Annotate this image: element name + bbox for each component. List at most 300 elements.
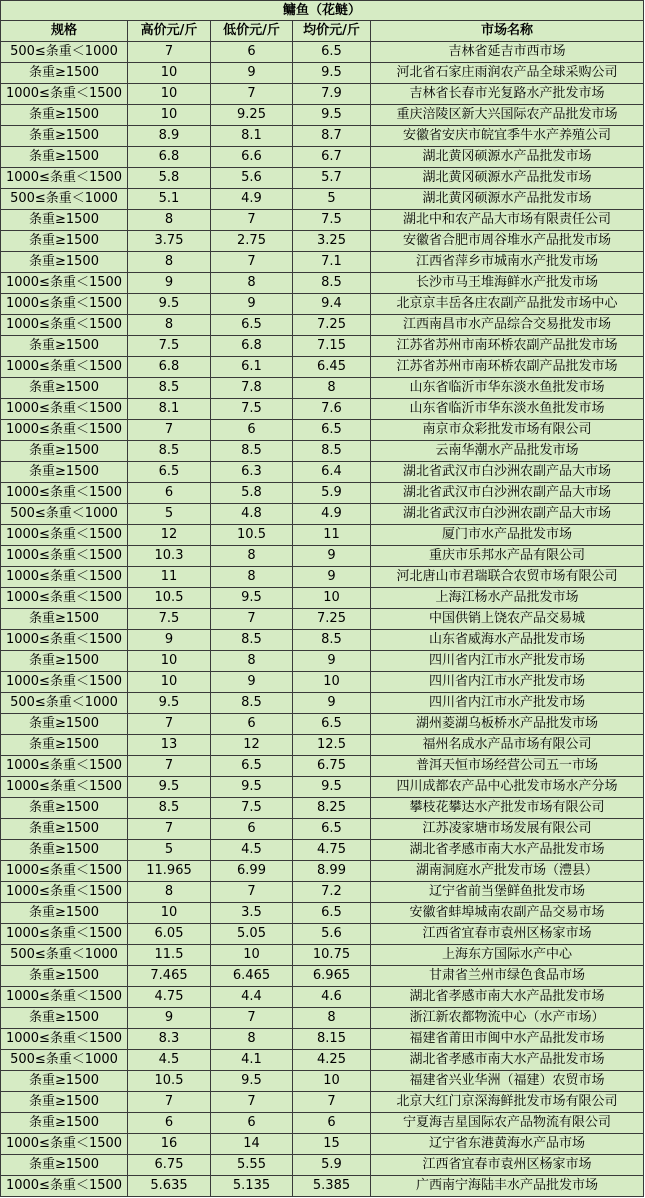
cell-high-price: 6.75: [128, 1155, 211, 1176]
table-header-row: [1, 21, 644, 42]
table-row: [1, 252, 644, 273]
cell-high-price: 3.75: [128, 231, 211, 252]
table-row: [1, 609, 644, 630]
cell-spec: 条重≥1500: [1, 105, 128, 126]
cell-market: 湖北省武汉市白沙洲农副产品大市场: [371, 483, 644, 504]
cell-high-price: 10: [128, 84, 211, 105]
cell-spec: 条重≥1500: [1, 1113, 128, 1134]
table-row: [1, 399, 644, 420]
table-row: [1, 672, 644, 693]
cell-market: 江苏凌家塘市场发展有限公司: [371, 819, 644, 840]
cell-spec: 1000≤条重＜1500: [1, 672, 128, 693]
cell-avg-price: 9: [293, 651, 371, 672]
cell-market: 湖州菱湖乌板桥水产品批发市场: [371, 714, 644, 735]
cell-avg-price: 6.965: [293, 966, 371, 987]
cell-high-price: 13: [128, 735, 211, 756]
cell-high-price: 7: [128, 420, 211, 441]
cell-avg-price: 5.9: [293, 483, 371, 504]
cell-spec: 条重≥1500: [1, 819, 128, 840]
table-row: [1, 294, 644, 315]
cell-spec: 1000≤条重＜1500: [1, 399, 128, 420]
cell-avg-price: 10.75: [293, 945, 371, 966]
header-spec: 规格: [1, 21, 128, 42]
cell-avg-price: 5.7: [293, 168, 371, 189]
cell-market: 山东省临沂市华东淡水鱼批发市场: [371, 378, 644, 399]
cell-low-price: 6.6: [211, 147, 293, 168]
table-row: [1, 1155, 644, 1176]
cell-avg-price: 7.9: [293, 84, 371, 105]
cell-high-price: 10.5: [128, 1071, 211, 1092]
cell-market: 广西南宁海陆丰水产品批发市场: [371, 1176, 644, 1197]
cell-low-price: 7: [211, 1092, 293, 1113]
cell-spec: 500≤条重＜1000: [1, 693, 128, 714]
cell-low-price: 9: [211, 63, 293, 84]
cell-spec: 条重≥1500: [1, 651, 128, 672]
table-row: [1, 357, 644, 378]
table-row: [1, 798, 644, 819]
cell-avg-price: 8.5: [293, 441, 371, 462]
cell-low-price: 7: [211, 1008, 293, 1029]
cell-high-price: 8.5: [128, 378, 211, 399]
cell-spec: 1000≤条重＜1500: [1, 756, 128, 777]
cell-high-price: 6.8: [128, 357, 211, 378]
cell-market: 吉林省延吉市西市场: [371, 42, 644, 63]
cell-avg-price: 5.6: [293, 924, 371, 945]
cell-avg-price: 15: [293, 1134, 371, 1155]
table-row: [1, 420, 644, 441]
cell-low-price: 8.5: [211, 441, 293, 462]
cell-high-price: 16: [128, 1134, 211, 1155]
table-row: [1, 903, 644, 924]
cell-high-price: 5: [128, 840, 211, 861]
table-row: [1, 273, 644, 294]
cell-spec: 1000≤条重＜1500: [1, 630, 128, 651]
table-row: [1, 1134, 644, 1155]
cell-high-price: 6.5: [128, 462, 211, 483]
cell-low-price: 7.5: [211, 798, 293, 819]
cell-low-price: 6: [211, 420, 293, 441]
table-row: [1, 84, 644, 105]
cell-avg-price: 6.7: [293, 147, 371, 168]
cell-market: 湖北省孝感市南大水产品批发市场: [371, 987, 644, 1008]
cell-avg-price: 9: [293, 693, 371, 714]
cell-low-price: 9: [211, 672, 293, 693]
cell-market: 河北唐山市君瑞联合农贸市场有限公司: [371, 567, 644, 588]
cell-low-price: 7: [211, 252, 293, 273]
cell-spec: 条重≥1500: [1, 966, 128, 987]
cell-high-price: 4.75: [128, 987, 211, 1008]
table-title: 鳙鱼（花鲢）: [1, 1, 644, 21]
table-row: [1, 714, 644, 735]
cell-market: 江苏省苏州市南环桥农副产品批发市场: [371, 357, 644, 378]
table-row: [1, 42, 644, 63]
cell-avg-price: 8.5: [293, 630, 371, 651]
cell-high-price: 5.635: [128, 1176, 211, 1197]
table-row: [1, 525, 644, 546]
cell-market: 厦门市水产品批发市场: [371, 525, 644, 546]
cell-high-price: 8: [128, 252, 211, 273]
cell-market: 重庆涪陵区新大兴国际农产品批发市场: [371, 105, 644, 126]
table-row: [1, 840, 644, 861]
cell-high-price: 5.1: [128, 189, 211, 210]
cell-high-price: 8.9: [128, 126, 211, 147]
cell-avg-price: 9.5: [293, 777, 371, 798]
cell-market: 河北省石家庄雨润农产品全球采购公司: [371, 63, 644, 84]
cell-market: 浙江新农都物流中心（水产市场）: [371, 1008, 644, 1029]
cell-market: 四川省内江市水产批发市场: [371, 693, 644, 714]
cell-high-price: 7.465: [128, 966, 211, 987]
cell-market: 山东省临沂市华东淡水鱼批发市场: [371, 399, 644, 420]
table-body: [1, 42, 644, 1197]
cell-spec: 1000≤条重＜1500: [1, 546, 128, 567]
cell-market: 吉林省长春市光复路水产批发市场: [371, 84, 644, 105]
cell-spec: 条重≥1500: [1, 714, 128, 735]
cell-spec: 条重≥1500: [1, 378, 128, 399]
table-row: [1, 210, 644, 231]
cell-low-price: 8.1: [211, 126, 293, 147]
cell-spec: 1000≤条重＜1500: [1, 882, 128, 903]
cell-spec: 1000≤条重＜1500: [1, 168, 128, 189]
cell-high-price: 7.5: [128, 609, 211, 630]
cell-market: 湖北黄冈硕源水产品批发市场: [371, 147, 644, 168]
cell-low-price: 6: [211, 819, 293, 840]
cell-spec: 条重≥1500: [1, 210, 128, 231]
cell-market: 安徽省蚌埠城南农副产品交易市场: [371, 903, 644, 924]
cell-market: 辽宁省前当堡鲜鱼批发市场: [371, 882, 644, 903]
cell-spec: 条重≥1500: [1, 609, 128, 630]
cell-spec: 1000≤条重＜1500: [1, 861, 128, 882]
cell-high-price: 9: [128, 630, 211, 651]
table-row: [1, 147, 644, 168]
cell-avg-price: 6.5: [293, 903, 371, 924]
cell-spec: 1000≤条重＜1500: [1, 777, 128, 798]
cell-spec: 1000≤条重＜1500: [1, 294, 128, 315]
cell-spec: 条重≥1500: [1, 252, 128, 273]
table-row: [1, 924, 644, 945]
cell-high-price: 5: [128, 504, 211, 525]
cell-spec: 条重≥1500: [1, 1155, 128, 1176]
table-row: [1, 567, 644, 588]
cell-low-price: 6.3: [211, 462, 293, 483]
cell-high-price: 9.5: [128, 777, 211, 798]
cell-avg-price: 7.5: [293, 210, 371, 231]
table-row: [1, 189, 644, 210]
cell-avg-price: 10: [293, 588, 371, 609]
cell-spec: 1000≤条重＜1500: [1, 84, 128, 105]
cell-spec: 500≤条重＜1000: [1, 42, 128, 63]
cell-market: 中国供销上饶农产品交易城: [371, 609, 644, 630]
cell-low-price: 4.4: [211, 987, 293, 1008]
header-high-price: 高价元/斤: [128, 21, 211, 42]
cell-avg-price: 8.7: [293, 126, 371, 147]
cell-high-price: 10: [128, 903, 211, 924]
cell-market: 甘肃省兰州市绿色食品市场: [371, 966, 644, 987]
cell-market: 福州名成水产品市场有限公司: [371, 735, 644, 756]
cell-avg-price: 6.5: [293, 714, 371, 735]
header-market: 市场名称: [371, 21, 644, 42]
cell-market: 辽宁省东港黄海水产品市场: [371, 1134, 644, 1155]
cell-spec: 条重≥1500: [1, 735, 128, 756]
cell-low-price: 6: [211, 714, 293, 735]
cell-low-price: 5.55: [211, 1155, 293, 1176]
cell-avg-price: 4.9: [293, 504, 371, 525]
cell-high-price: 9: [128, 1008, 211, 1029]
table-row: [1, 945, 644, 966]
table-row: [1, 966, 644, 987]
cell-high-price: 7: [128, 756, 211, 777]
table-row: [1, 441, 644, 462]
cell-avg-price: 7.25: [293, 315, 371, 336]
cell-avg-price: 8: [293, 378, 371, 399]
cell-avg-price: 7.1: [293, 252, 371, 273]
cell-low-price: 4.8: [211, 504, 293, 525]
cell-avg-price: 10: [293, 672, 371, 693]
table-row: [1, 630, 644, 651]
table-row: [1, 819, 644, 840]
cell-avg-price: 7.15: [293, 336, 371, 357]
cell-low-price: 9.5: [211, 588, 293, 609]
cell-avg-price: 7.25: [293, 609, 371, 630]
table-row: [1, 126, 644, 147]
cell-avg-price: 6.5: [293, 819, 371, 840]
cell-avg-price: 8.15: [293, 1029, 371, 1050]
cell-high-price: 10.5: [128, 588, 211, 609]
cell-spec: 500≤条重＜1000: [1, 504, 128, 525]
cell-avg-price: 8.25: [293, 798, 371, 819]
cell-high-price: 11.5: [128, 945, 211, 966]
cell-high-price: 10: [128, 105, 211, 126]
cell-avg-price: 5.9: [293, 1155, 371, 1176]
cell-spec: 500≤条重＜1000: [1, 945, 128, 966]
cell-market: 江苏省苏州市南环桥农副产品批发市场: [371, 336, 644, 357]
cell-high-price: 5.8: [128, 168, 211, 189]
cell-low-price: 10.5: [211, 525, 293, 546]
cell-spec: 1000≤条重＜1500: [1, 987, 128, 1008]
cell-low-price: 7.5: [211, 399, 293, 420]
cell-market: 普洱天恒市场经营公司五一市场: [371, 756, 644, 777]
cell-avg-price: 6.5: [293, 42, 371, 63]
cell-avg-price: 9: [293, 546, 371, 567]
cell-spec: 条重≥1500: [1, 1071, 128, 1092]
cell-low-price: 6.99: [211, 861, 293, 882]
table-row: [1, 693, 644, 714]
cell-low-price: 7: [211, 882, 293, 903]
cell-avg-price: 6.75: [293, 756, 371, 777]
cell-low-price: 8: [211, 546, 293, 567]
cell-spec: 1000≤条重＜1500: [1, 420, 128, 441]
cell-high-price: 8: [128, 315, 211, 336]
cell-low-price: 6.8: [211, 336, 293, 357]
cell-high-price: 8.1: [128, 399, 211, 420]
cell-market: 江西南昌市水产品综合交易批发市场: [371, 315, 644, 336]
cell-low-price: 8: [211, 1029, 293, 1050]
cell-low-price: 6.5: [211, 756, 293, 777]
cell-market: 江西省宜春市袁州区杨家市场: [371, 1155, 644, 1176]
cell-low-price: 3.5: [211, 903, 293, 924]
cell-high-price: 7: [128, 1092, 211, 1113]
table-row: [1, 1050, 644, 1071]
cell-market: 湖南洞庭水产批发市场（澧县）: [371, 861, 644, 882]
table-row: [1, 378, 644, 399]
cell-high-price: 4.5: [128, 1050, 211, 1071]
cell-high-price: 9.5: [128, 693, 211, 714]
cell-spec: 1000≤条重＜1500: [1, 1176, 128, 1197]
cell-low-price: 9.25: [211, 105, 293, 126]
cell-market: 湖北省孝感市南大水产品批发市场: [371, 1050, 644, 1071]
cell-avg-price: 9.4: [293, 294, 371, 315]
cell-low-price: 4.5: [211, 840, 293, 861]
cell-spec: 条重≥1500: [1, 147, 128, 168]
cell-market: 上海东方国际水产中心: [371, 945, 644, 966]
cell-low-price: 5.135: [211, 1176, 293, 1197]
cell-high-price: 6.8: [128, 147, 211, 168]
cell-high-price: 8.5: [128, 798, 211, 819]
cell-low-price: 5.8: [211, 483, 293, 504]
cell-spec: 条重≥1500: [1, 903, 128, 924]
cell-spec: 500≤条重＜1000: [1, 189, 128, 210]
cell-avg-price: 4.75: [293, 840, 371, 861]
table-row: [1, 1029, 644, 1050]
cell-avg-price: 12.5: [293, 735, 371, 756]
table-row: [1, 651, 644, 672]
cell-market: 北京大红门京深海鲜批发市场有限公司: [371, 1092, 644, 1113]
header-avg-price: 均价元/斤: [293, 21, 371, 42]
cell-spec: 条重≥1500: [1, 1008, 128, 1029]
cell-spec: 条重≥1500: [1, 441, 128, 462]
cell-spec: 条重≥1500: [1, 336, 128, 357]
cell-spec: 1000≤条重＜1500: [1, 315, 128, 336]
cell-market: 云南华潮水产品批发市场: [371, 441, 644, 462]
cell-spec: 条重≥1500: [1, 1092, 128, 1113]
table-row: [1, 63, 644, 84]
table-row: [1, 1176, 644, 1197]
cell-low-price: 6: [211, 1113, 293, 1134]
cell-low-price: 7: [211, 609, 293, 630]
cell-high-price: 6: [128, 483, 211, 504]
table-row: [1, 483, 644, 504]
table-row: [1, 1113, 644, 1134]
cell-low-price: 8.5: [211, 693, 293, 714]
table-title-row: [1, 1, 644, 21]
cell-spec: 1000≤条重＜1500: [1, 357, 128, 378]
table-row: [1, 735, 644, 756]
cell-high-price: 9.5: [128, 294, 211, 315]
cell-market: 四川省内江市水产批发市场: [371, 672, 644, 693]
cell-market: 上海江杨水产品批发市场: [371, 588, 644, 609]
cell-market: 湖北省孝感市南大水产品批发市场: [371, 840, 644, 861]
cell-avg-price: 9.5: [293, 105, 371, 126]
cell-avg-price: 10: [293, 1071, 371, 1092]
cell-low-price: 14: [211, 1134, 293, 1155]
table-row: [1, 588, 644, 609]
cell-avg-price: 6: [293, 1113, 371, 1134]
cell-market: 重庆市乐邦水产品有限公司: [371, 546, 644, 567]
cell-spec: 条重≥1500: [1, 798, 128, 819]
cell-market: 湖北中和农产品大市场有限责任公司: [371, 210, 644, 231]
cell-low-price: 10: [211, 945, 293, 966]
cell-avg-price: 6.45: [293, 357, 371, 378]
table-row: [1, 231, 644, 252]
cell-high-price: 7.5: [128, 336, 211, 357]
cell-low-price: 2.75: [211, 231, 293, 252]
cell-low-price: 9.5: [211, 777, 293, 798]
cell-market: 湖北省武汉市白沙洲农副产品大市场: [371, 504, 644, 525]
cell-avg-price: 9.5: [293, 63, 371, 84]
cell-avg-price: 9: [293, 567, 371, 588]
cell-avg-price: 7.2: [293, 882, 371, 903]
cell-market: 南京市众彩批发市场有限公司: [371, 420, 644, 441]
cell-avg-price: 5.385: [293, 1176, 371, 1197]
table-row: [1, 315, 644, 336]
cell-spec: 1000≤条重＜1500: [1, 1029, 128, 1050]
cell-spec: 条重≥1500: [1, 63, 128, 84]
table-row: [1, 168, 644, 189]
cell-low-price: 6.5: [211, 315, 293, 336]
cell-high-price: 7: [128, 42, 211, 63]
cell-high-price: 8: [128, 210, 211, 231]
table-row: [1, 1092, 644, 1113]
table-row: [1, 987, 644, 1008]
cell-low-price: 8: [211, 567, 293, 588]
table-row: [1, 1008, 644, 1029]
table-row: [1, 105, 644, 126]
cell-high-price: 11: [128, 567, 211, 588]
cell-low-price: 7: [211, 84, 293, 105]
table-row: [1, 504, 644, 525]
cell-avg-price: 4.6: [293, 987, 371, 1008]
cell-high-price: 6.05: [128, 924, 211, 945]
cell-market: 湖北黄冈硕源水产品批发市场: [371, 189, 644, 210]
cell-spec: 1000≤条重＜1500: [1, 588, 128, 609]
cell-spec: 1000≤条重＜1500: [1, 1134, 128, 1155]
cell-spec: 1000≤条重＜1500: [1, 567, 128, 588]
cell-market: 四川成都农产品中心批发市场水产分场: [371, 777, 644, 798]
cell-market: 宁夏海吉星国际农产品物流有限公司: [371, 1113, 644, 1134]
cell-high-price: 8.5: [128, 441, 211, 462]
cell-avg-price: 5: [293, 189, 371, 210]
cell-spec: 1000≤条重＜1500: [1, 273, 128, 294]
cell-spec: 500≤条重＜1000: [1, 1050, 128, 1071]
cell-market: 湖北黄冈硕源水产品批发市场: [371, 168, 644, 189]
cell-high-price: 6: [128, 1113, 211, 1134]
cell-low-price: 7: [211, 210, 293, 231]
cell-high-price: 10: [128, 651, 211, 672]
cell-market: 福建省兴业华洲（福建）农贸市场: [371, 1071, 644, 1092]
cell-avg-price: 6.4: [293, 462, 371, 483]
cell-spec: 条重≥1500: [1, 462, 128, 483]
cell-avg-price: 7: [293, 1092, 371, 1113]
cell-avg-price: 3.25: [293, 231, 371, 252]
cell-market: 四川省内江市水产批发市场: [371, 651, 644, 672]
cell-market: 山东省威海水产品批发市场: [371, 630, 644, 651]
cell-avg-price: 8.99: [293, 861, 371, 882]
cell-low-price: 9: [211, 294, 293, 315]
cell-low-price: 6.1: [211, 357, 293, 378]
table-row: [1, 546, 644, 567]
cell-high-price: 10: [128, 63, 211, 84]
cell-spec: 条重≥1500: [1, 231, 128, 252]
cell-market: 安徽省合肥市周谷堆水产品批发市场: [371, 231, 644, 252]
cell-avg-price: 8: [293, 1008, 371, 1029]
header-low-price: 低价元/斤: [211, 21, 293, 42]
cell-high-price: 10.3: [128, 546, 211, 567]
cell-spec: 条重≥1500: [1, 840, 128, 861]
cell-avg-price: 11: [293, 525, 371, 546]
cell-spec: 条重≥1500: [1, 126, 128, 147]
cell-low-price: 8: [211, 651, 293, 672]
cell-low-price: 7.8: [211, 378, 293, 399]
cell-low-price: 12: [211, 735, 293, 756]
